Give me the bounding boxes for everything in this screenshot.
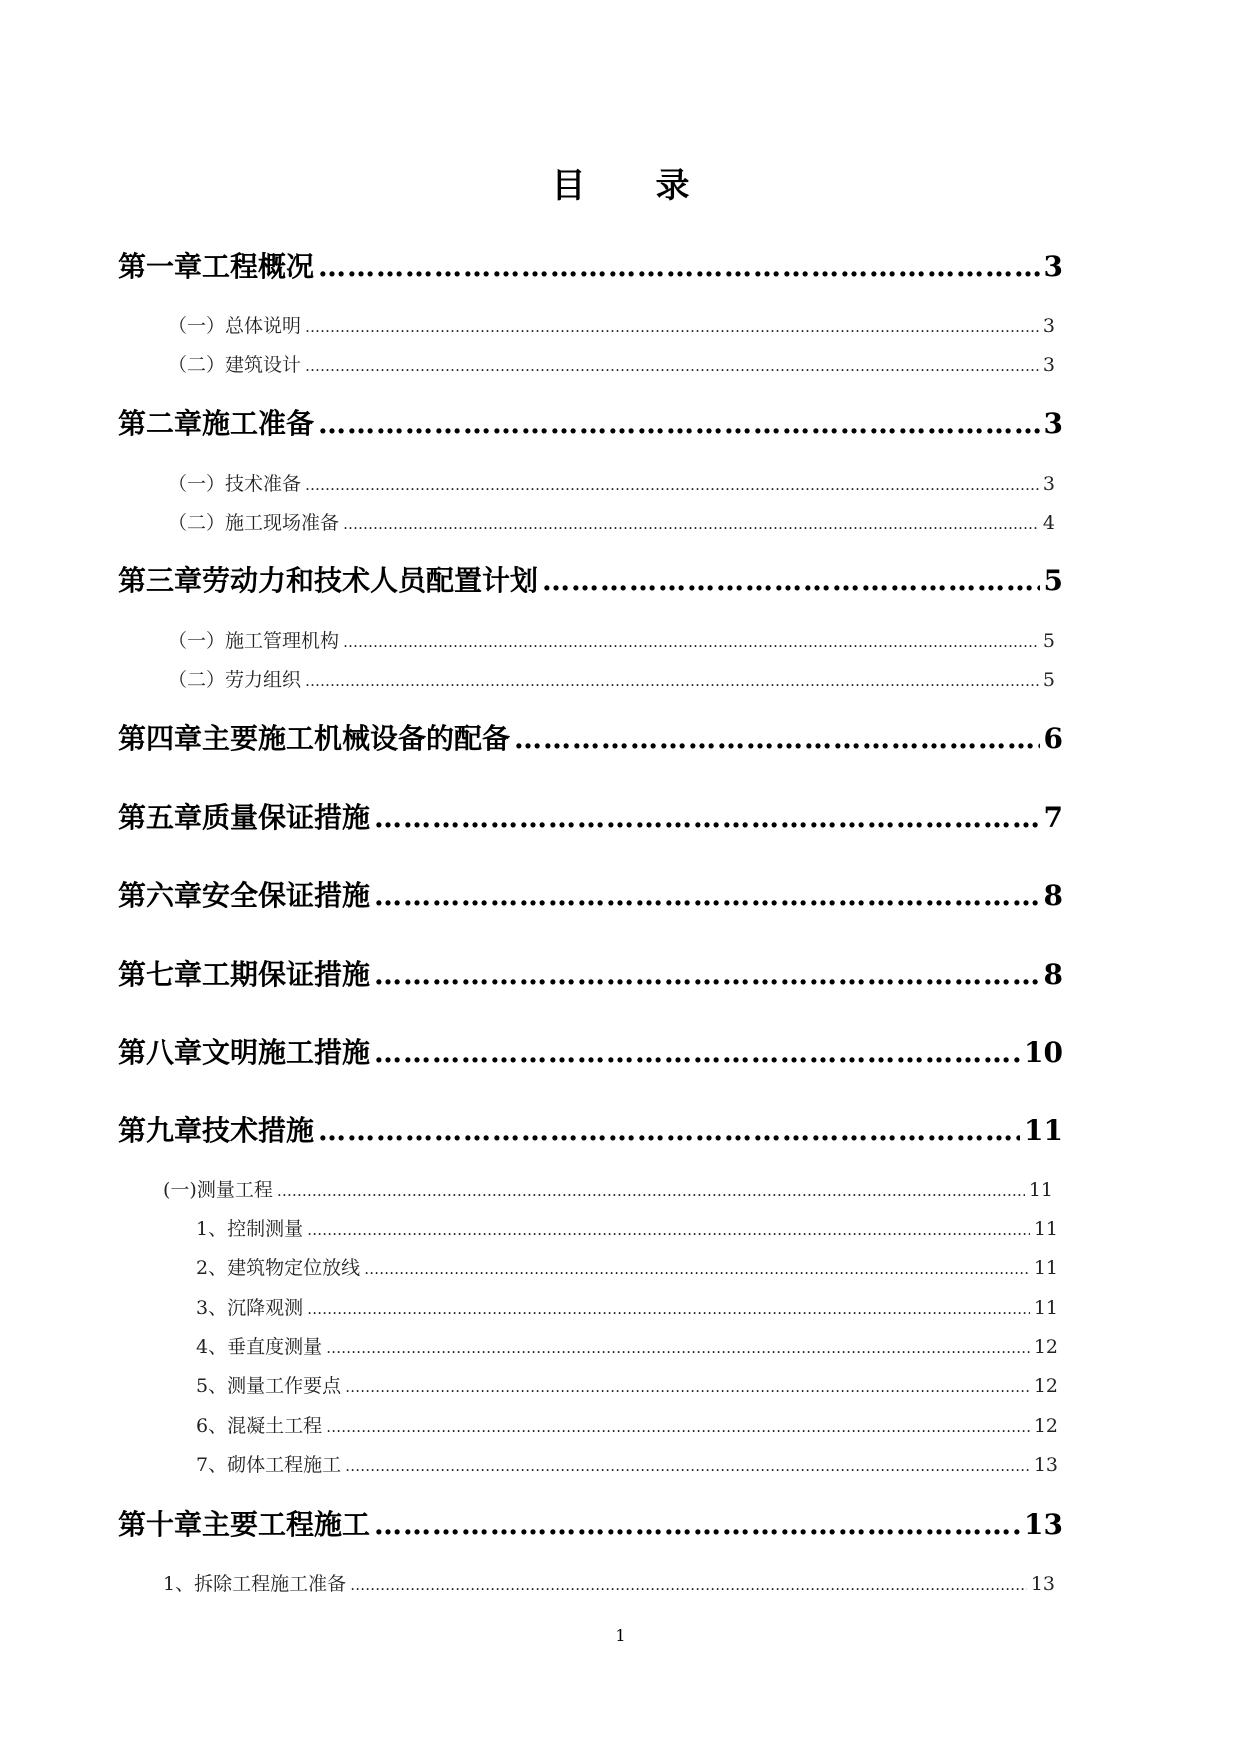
toc-entry-chapter[interactable]: [118, 801, 1063, 837]
toc-leader-dots: [345, 1375, 1030, 1399]
toc-entry-label: 第八章文明施工措施: [118, 1036, 371, 1069]
toc-leader-dots: [374, 879, 1040, 913]
toc-entry-chapter[interactable]: [118, 407, 1063, 443]
toc-leader-dots: [326, 1336, 1030, 1360]
toc-page-number: 8: [1043, 958, 1063, 991]
toc-entry-subsection[interactable]: [196, 1256, 1058, 1282]
toc-entry-label: （一）施工管理机构: [168, 630, 340, 652]
toc-leader-dots: [514, 722, 1040, 756]
toc-entry-label: 第二章施工准备: [118, 407, 315, 440]
toc-page-number: 12: [1033, 1375, 1058, 1397]
toc-entry-subsection[interactable]: [196, 1296, 1058, 1322]
toc-page-number: 13: [1024, 1508, 1063, 1541]
toc-leader-dots: [345, 1454, 1030, 1478]
toc-entry-label: 3、沉降观测: [196, 1297, 304, 1319]
toc-page-number: 11: [1033, 1218, 1058, 1240]
toc-entry-section[interactable]: [168, 511, 1055, 537]
toc-leader-dots: [307, 1297, 1030, 1321]
toc-page-number: 3: [1042, 315, 1055, 337]
toc-entry-label: 第五章质量保证措施: [118, 801, 371, 834]
toc-entry-chapter[interactable]: [118, 1508, 1063, 1544]
toc-leader-dots: [326, 1415, 1030, 1439]
page-footer-number: 1: [615, 1626, 626, 1645]
toc-page-number: 7: [1043, 801, 1063, 834]
toc-leader-dots: [318, 1114, 1020, 1148]
toc-leader-dots: [374, 1036, 1020, 1070]
toc-entry-chapter[interactable]: [118, 958, 1063, 994]
toc-entry-label: （二）建筑设计: [168, 354, 302, 376]
toc-leader-dots: [374, 801, 1040, 835]
toc-page-number: 8: [1043, 879, 1063, 912]
toc-entry-subsection[interactable]: [196, 1453, 1058, 1479]
toc-page-number: 12: [1033, 1415, 1058, 1437]
toc-entry-label: 4、垂直度测量: [196, 1336, 323, 1358]
toc-leader-dots: [343, 630, 1039, 654]
toc-leader-dots: [364, 1257, 1030, 1281]
toc-entry-chapter[interactable]: [118, 564, 1063, 600]
toc-entry-label: 第三章劳动力和技术人员配置计划: [118, 564, 539, 597]
toc-entry-chapter[interactable]: [118, 722, 1063, 758]
toc-entry-label: 5、测量工作要点: [196, 1375, 342, 1397]
toc-page-number: 13: [1030, 1573, 1055, 1595]
toc-entry-label: 第四章主要施工机械设备的配备: [118, 722, 511, 755]
toc-leader-dots: [305, 315, 1039, 339]
toc-entry-label: （二）施工现场准备: [168, 512, 340, 534]
toc-title-left: 目: [551, 166, 586, 206]
toc-leader-dots: [374, 958, 1040, 992]
toc-entry-label: 1、控制测量: [196, 1218, 304, 1240]
toc-leader-dots: [305, 354, 1039, 378]
toc-entry-label: 第六章安全保证措施: [118, 879, 371, 912]
toc-page-number: 10: [1024, 1036, 1063, 1069]
toc-leader-dots: [343, 512, 1039, 536]
toc-leader-dots: [305, 473, 1039, 497]
toc-entry-label: 6、混凝土工程: [196, 1415, 323, 1437]
toc-title: [0, 166, 1241, 206]
toc-entry-label: 第一章工程概况: [118, 250, 315, 283]
toc-page-number: 11: [1024, 1114, 1063, 1147]
toc-entry-chapter[interactable]: [118, 1036, 1063, 1072]
toc-entry-section[interactable]: [163, 1178, 1053, 1204]
toc-page-number: 11: [1033, 1257, 1058, 1279]
toc-entry-section[interactable]: [168, 668, 1055, 694]
toc-entry-label: 第九章技术措施: [118, 1114, 315, 1147]
toc-entry-chapter[interactable]: [118, 250, 1063, 286]
toc-entry-chapter[interactable]: [118, 879, 1063, 915]
toc-entry-label: 第十章主要工程施工: [118, 1508, 371, 1541]
toc-entry-label: (一)测量工程: [163, 1179, 273, 1201]
toc-page-number: 12: [1033, 1336, 1058, 1358]
toc-entry-section[interactable]: [168, 353, 1055, 379]
toc-page-number: 11: [1033, 1297, 1058, 1319]
toc-entry-subsection[interactable]: [196, 1217, 1058, 1243]
toc-leader-dots: [318, 250, 1040, 284]
toc-entry-label: （二）劳力组织: [168, 669, 302, 691]
toc-entry-section[interactable]: [168, 629, 1055, 655]
toc-entry-label: 1、拆除工程施工准备: [163, 1573, 347, 1595]
toc-entry-label: （一）技术准备: [168, 473, 302, 495]
toc-page-number: 4: [1042, 512, 1055, 534]
toc-entry-subsection[interactable]: [196, 1335, 1058, 1361]
toc-page-number: 3: [1042, 473, 1055, 495]
toc-entry-section[interactable]: [168, 472, 1055, 498]
toc-leader-dots: [542, 564, 1040, 598]
toc-page-number: 5: [1042, 630, 1055, 652]
toc-entry-label: （一）总体说明: [168, 315, 302, 337]
toc-page-number: 3: [1043, 250, 1063, 283]
toc-entry-label: 2、建筑物定位放线: [196, 1257, 361, 1279]
toc-entry-subsection[interactable]: [196, 1374, 1058, 1400]
toc-page-number: 5: [1043, 564, 1063, 597]
toc-page-number: 13: [1033, 1454, 1058, 1476]
toc-page-number: 3: [1043, 407, 1063, 440]
toc-leader-dots: [307, 1218, 1030, 1242]
toc-entry-section[interactable]: [168, 314, 1055, 340]
toc-page-number: 3: [1042, 354, 1055, 376]
toc-entry-subsection[interactable]: [196, 1414, 1058, 1440]
toc-page-number: 11: [1028, 1179, 1053, 1201]
toc-title-right: 录: [655, 166, 690, 206]
toc-page-number: 5: [1042, 669, 1055, 691]
toc-leader-dots: [350, 1573, 1027, 1597]
toc-entry-label: 7、砌体工程施工: [196, 1454, 342, 1476]
toc-entry-label: 第七章工期保证措施: [118, 958, 371, 991]
toc-page-number: 6: [1043, 722, 1063, 755]
toc-leader-dots: [374, 1508, 1020, 1542]
toc-entry-section[interactable]: [163, 1572, 1055, 1598]
toc-leader-dots: [277, 1179, 1025, 1203]
toc-leader-dots: [305, 669, 1039, 693]
toc-entry-chapter[interactable]: [118, 1114, 1063, 1150]
toc-leader-dots: [318, 407, 1040, 441]
